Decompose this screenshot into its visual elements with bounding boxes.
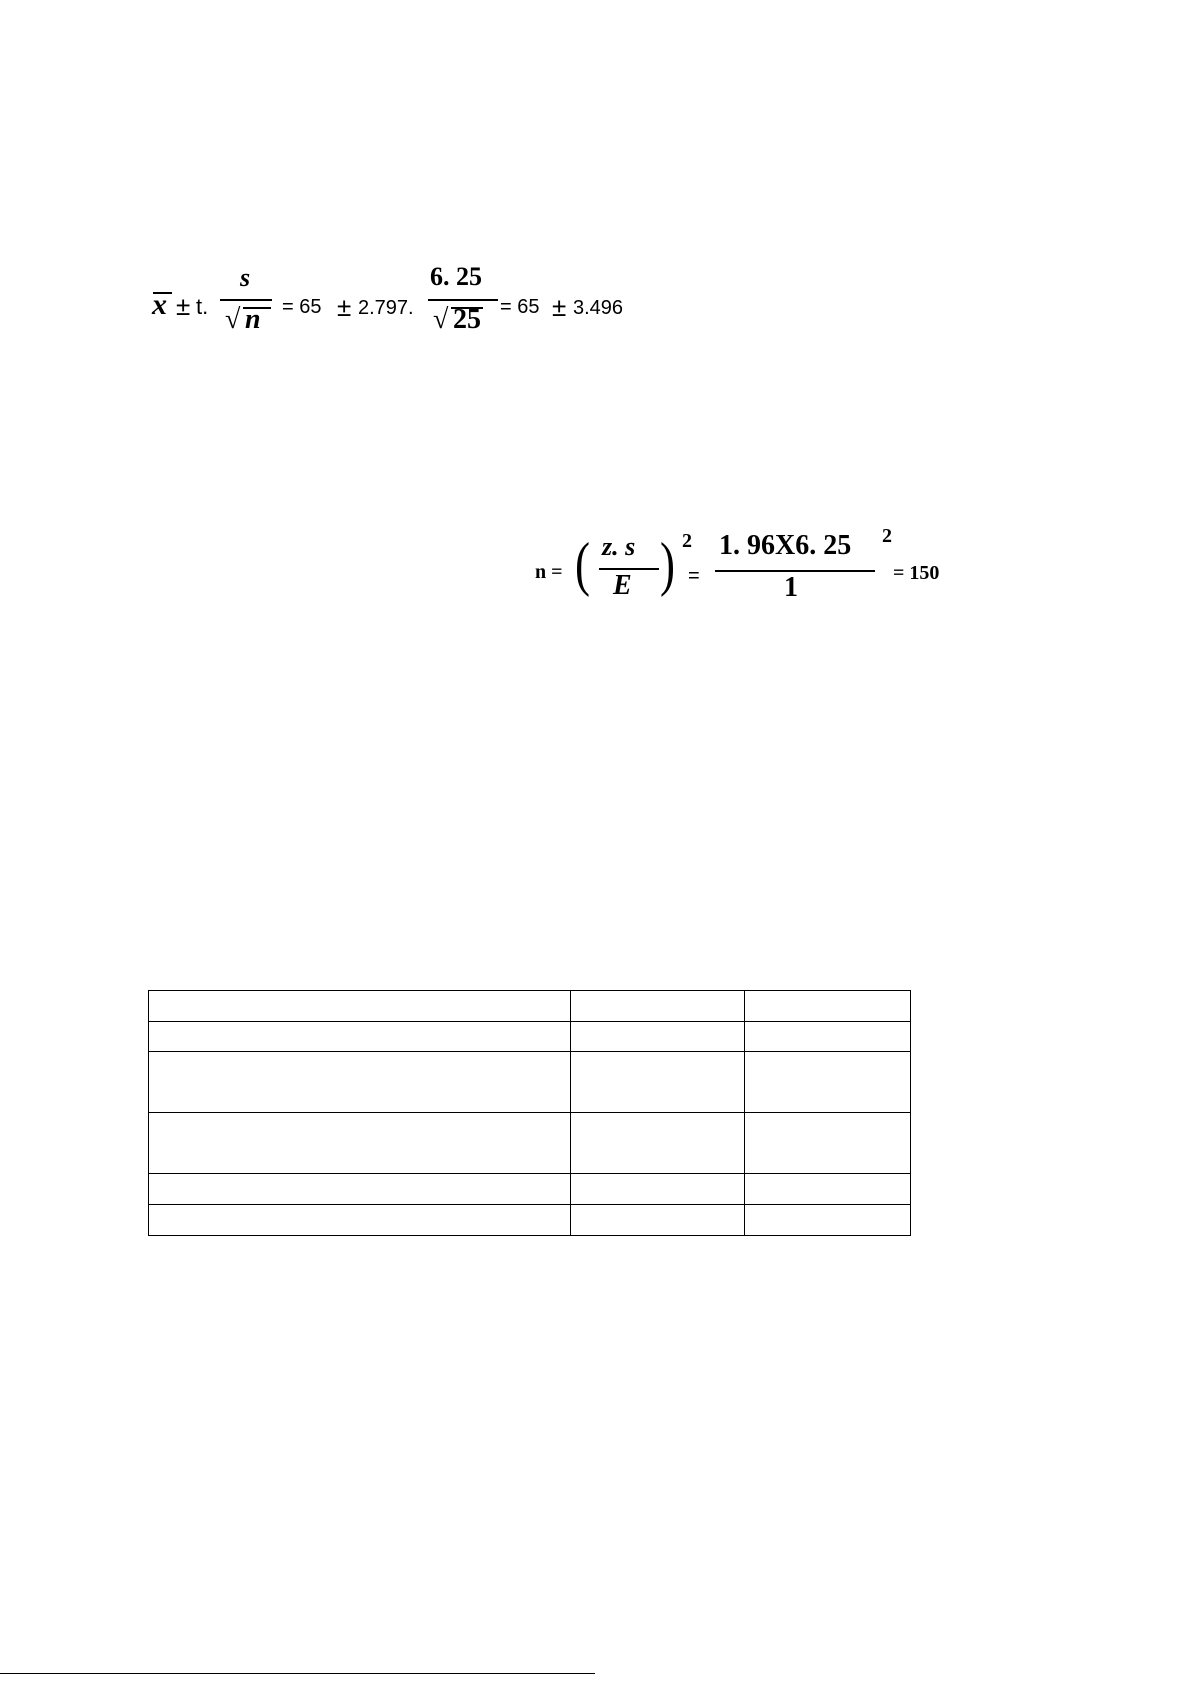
t-value: 2.797. (358, 297, 414, 319)
table-cell (570, 1052, 745, 1113)
plus-minus-symbol: ± (176, 291, 191, 321)
fraction-numerator-product: 1. 96X6. 25 (719, 530, 852, 561)
table-cell (745, 991, 911, 1022)
table-row (149, 1022, 911, 1052)
interval-result: 3.496 (573, 297, 624, 319)
equals-sign: = (688, 565, 700, 587)
table-cell (149, 1022, 571, 1052)
table-cell (149, 991, 571, 1022)
fraction-denominator-n: n (245, 304, 261, 335)
table-cell (149, 1052, 571, 1113)
table-cell (745, 1205, 911, 1236)
equals-65-a: = 65 (282, 296, 322, 318)
right-paren: ) (660, 531, 675, 597)
fraction-denominator-value: 25 (453, 304, 481, 335)
table-cell (745, 1022, 911, 1052)
table-row (149, 1205, 911, 1236)
fraction-numerator-s: s (240, 263, 251, 292)
fraction-denominator-1: 1 (784, 572, 798, 603)
fraction-numerator-zs: z. s (602, 532, 636, 561)
table-cell (149, 1113, 571, 1174)
equals-65-b: = 65 (500, 296, 540, 318)
n-equals-label: n = (535, 561, 563, 583)
radical-sign-2: √ (433, 304, 449, 335)
fraction-denominator-e: E (613, 570, 632, 601)
table-row (149, 1052, 911, 1113)
table-row (149, 1113, 911, 1174)
exponent-2-b: 2 (882, 525, 892, 547)
fraction-bar-1 (220, 299, 272, 301)
table-cell (745, 1113, 911, 1174)
left-paren: ( (575, 531, 590, 597)
t-coefficient-label: t. (196, 294, 209, 319)
data-table (148, 990, 911, 1236)
plus-minus-symbol-3: ± (552, 292, 567, 322)
sample-size-formula (535, 520, 975, 620)
radical-sign-1: √ (225, 304, 241, 335)
table-cell (570, 1174, 745, 1205)
plus-minus-symbol-2: ± (337, 292, 352, 322)
table-cell (570, 1205, 745, 1236)
exponent-2-a: 2 (682, 530, 692, 552)
sample-size-result: = 150 (893, 562, 940, 584)
table-cell (745, 1052, 911, 1113)
table-cell (745, 1174, 911, 1205)
table-row (149, 1174, 911, 1205)
confidence-interval-formula (150, 262, 670, 370)
xbar-symbol: x (152, 288, 167, 321)
table-row (149, 991, 911, 1022)
fraction-bar-2 (428, 299, 498, 301)
fraction-numerator-value: 6. 25 (430, 262, 482, 291)
table-cell (570, 1113, 745, 1174)
table-cell (149, 1205, 571, 1236)
table-cell (570, 1022, 745, 1052)
footnote-separator-line (0, 1673, 595, 1674)
table-cell (149, 1174, 571, 1205)
table-cell (570, 991, 745, 1022)
